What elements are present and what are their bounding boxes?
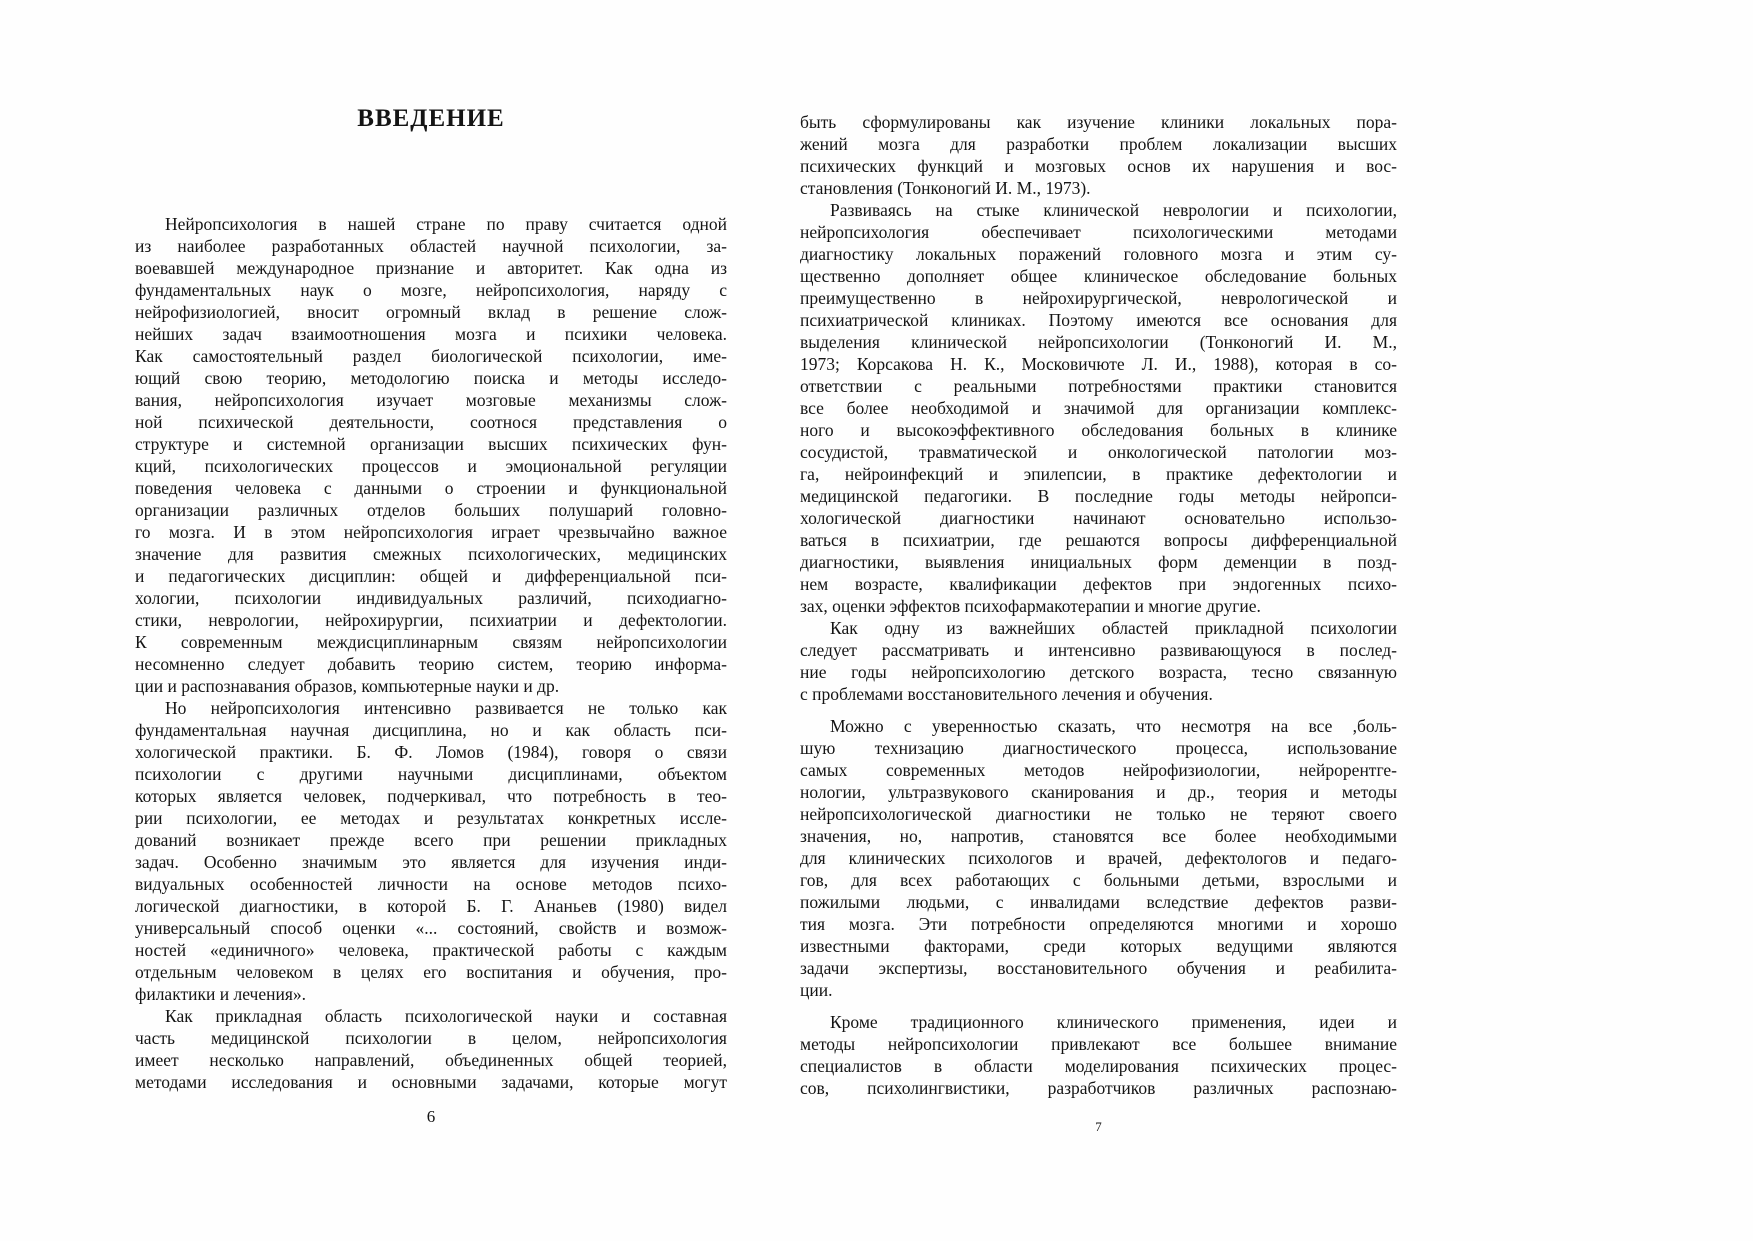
text-line: ответствии с реальными потребностями практики становится	[800, 376, 1397, 396]
page-number-right: 7	[1095, 1119, 1102, 1134]
text-line: дований возникает прежде всего при решении прикладных	[135, 830, 727, 850]
text-line: с проблемами восстановительного лечения и обучения.	[800, 684, 1213, 704]
text-line: стики, неврологии, нейрохирургии, психиатрии и дефектологии.	[135, 610, 727, 630]
text-line: кций, психологических процессов и эмоциональной регуляции	[135, 456, 727, 476]
text-line: фундаментальная научная дисциплина, но и как область пси-	[135, 720, 727, 740]
text-line: пожилыми людьми, с инвалидами вследствие дефектов разви-	[800, 892, 1397, 912]
text-line: следует рассматривать и интенсивно развивающуюся в послед-	[800, 640, 1397, 660]
text-line: хологической диагностики начинают основательно использо-	[800, 508, 1397, 528]
text-line: диагностики, выявления инициальных форм деменции в позд-	[800, 552, 1397, 572]
text-line: нейрофизиологией, вносит огромный вклад в решение слож-	[135, 302, 727, 322]
text-line: и педагогических дисциплин: общей и дифференциальной пси-	[135, 566, 727, 586]
paragraph	[135, 213, 727, 697]
text-line: которых является человек, подчеркивал, что потребность в тео-	[135, 786, 727, 806]
text-line: универсальный способ оценки «... состояний, свойств и возмож-	[135, 918, 727, 938]
text-line: имеет несколько направлений, объединенных общей теорией,	[135, 1050, 727, 1070]
text-line: ного и высокоэффективного обследования больных в клинике	[800, 420, 1397, 440]
text-line: ющий свою теорию, методологию поиска и методы исследо-	[135, 368, 727, 388]
text-line: ние годы нейропсихологию детского возраста, тесно связанную	[800, 662, 1397, 682]
text-line: методами исследования и основными задачами, которые могут	[135, 1072, 727, 1092]
text-line: го мозга. И в этом нейропсихология играет чрезвычайно важное	[135, 522, 727, 542]
text-line: нейропсихология обеспечивает психологическими методами	[800, 222, 1397, 242]
text-line: Как самостоятельный раздел биологической психологии, име-	[135, 346, 727, 366]
text-line: К современным междисциплинарным связям нейропсихологии	[135, 632, 727, 652]
text-line: ной психической деятельности, соотнося представления о	[135, 412, 727, 432]
text-line: щественно дополняет общее клиническое обследование больных	[800, 266, 1397, 286]
text-line: Развиваясь на стыке клинической неврологии и психологии,	[830, 200, 1397, 220]
right-text-block	[800, 111, 1397, 1099]
text-line: сосудистой, травматической и онкологической патологии моз-	[800, 442, 1397, 462]
text-line: ции и распознавания образов, компьютерные науки и др.	[135, 676, 560, 696]
text-line: жений мозга для разработки проблем локализации высших	[800, 134, 1397, 154]
text-line: ции.	[800, 980, 833, 1000]
paragraph	[800, 617, 1397, 705]
text-line: Можно с уверенностью сказать, что несмотря на все ,боль-	[830, 716, 1397, 736]
text-line: отдельным человеком в целях его воспитания и обучения, про-	[135, 962, 727, 982]
text-line: видуальных особенностей личности на основе методов психо-	[135, 874, 727, 894]
text-line: становления (Тонконогий И. М., 1973).	[800, 178, 1091, 198]
text-line: тия мозга. Эти потребности определяются многими и хорошо	[800, 914, 1397, 934]
paragraph	[800, 111, 1397, 199]
paragraph	[800, 199, 1397, 617]
text-line: психических функций и мозговых основ их нарушения и вос-	[800, 156, 1397, 176]
text-line: медицинской педагогики. В последние годы методы нейропси-	[800, 486, 1397, 506]
paragraph	[135, 697, 727, 1005]
text-line: структуре и системной организации высших психических фун-	[135, 434, 727, 454]
text-line: га, нейроинфекций и эпилепсии, в практике дефектологии и	[800, 464, 1397, 484]
text-line: нем возрасте, квалификации дефектов при эндогенных психо-	[800, 574, 1397, 594]
text-line: 1973; Корсакова Н. К., Московичюте Л. И., 1988), которая в со-	[800, 354, 1397, 374]
text-line: преимущественно в нейрохирургической, неврологической и	[800, 288, 1397, 308]
text-line: Кроме традиционного клинического применения, идеи и	[830, 1012, 1397, 1032]
text-line: Как одну из важнейших областей прикладной психологии	[830, 618, 1397, 638]
text-line: значения, но, напротив, становятся все более необходимыми	[800, 826, 1397, 846]
text-line: из наиболее разработанных областей научной психологии, за-	[135, 236, 727, 256]
text-line: Как прикладная область психологической науки и составная	[165, 1006, 727, 1026]
text-line: ваться в психиатрии, где решаются вопросы дифференциальной	[800, 530, 1397, 550]
text-line: нологии, ультразвукового сканирования и др., теория и методы	[800, 782, 1397, 802]
left-page	[135, 106, 727, 1127]
text-line: фундаментальных наук о мозге, нейропсихология, наряду с	[135, 280, 727, 300]
text-line: нейропсихологической диагностики не только не теряют своего	[800, 804, 1397, 824]
text-line: хологии, психологии индивидуальных различий, психодиагно-	[135, 588, 727, 608]
text-line: поведения человека с данными о строении и функциональной	[135, 478, 727, 498]
page-number-left: 6	[426, 1107, 436, 1126]
text-line: специалистов в области моделирования психических процес-	[800, 1056, 1397, 1076]
text-line: быть сформулированы как изучение клиники локальных пора-	[800, 112, 1397, 132]
text-line: диагностику локальных поражений головного мозга и этим су-	[800, 244, 1397, 264]
text-line: нейших задач взаимоотношения мозга и психики человека.	[135, 324, 727, 344]
text-line: филактики и лечения».	[135, 984, 307, 1004]
left-text-block	[135, 213, 727, 1093]
text-line: задачи экспертизы, восстановительного обучения и реабилита-	[800, 958, 1397, 978]
text-line: вания, нейропсихология изучает мозговые механизмы слож-	[135, 390, 727, 410]
paragraph	[800, 715, 1397, 1001]
text-line: зах, оценки эффектов психофармакотерапии и многие другие.	[800, 596, 1261, 616]
text-line: шую технизацию диагностического процесса, использование	[800, 738, 1397, 758]
text-line: самых современных методов нейрофизиологии, нейрорентге-	[800, 760, 1397, 780]
text-line: Но нейропсихология интенсивно развивается не только как	[165, 698, 727, 718]
text-line: хологической практики. Б. Ф. Ломов (1984), говоря о связи	[135, 742, 727, 762]
chapter-title: ВВЕДЕНИЕ	[357, 105, 505, 132]
text-line: психиатрической клиниках. Поэтому имеются все основания для	[800, 310, 1397, 330]
text-line: все более необходимой и значимой для организации комплекс-	[800, 398, 1397, 418]
text-line: значение для развития смежных психологических, медицинских	[135, 544, 727, 564]
text-line: известными факторами, среди которых ведущими являются	[800, 936, 1397, 956]
text-line: логической диагностики, в которой Б. Г. Ананьев (1980) видел	[135, 896, 727, 916]
text-line: задач. Особенно значимым это является для изучения инди-	[135, 852, 727, 872]
text-line: гов, для всех работающих с больными детьми, взрослыми и	[800, 870, 1397, 890]
text-line: организации различных отделов больших полушарий головно-	[135, 500, 727, 520]
text-line: методы нейропсихологии привлекают все большее внимание	[800, 1034, 1397, 1054]
text-line: психологии с другими научными дисциплинами, объектом	[135, 764, 727, 784]
text-line: сов, психолингвистики, разработчиков различных распознаю-	[800, 1078, 1397, 1098]
paragraph	[135, 1005, 727, 1093]
text-line: для клинических психологов и врачей, дефектологов и педаго-	[800, 848, 1397, 868]
text-line: Нейропсихология в нашей стране по праву считается одной	[165, 214, 727, 234]
text-line: рии психологии, ее методах и результатах конкретных иссле-	[135, 808, 727, 828]
text-line: несомненно следует добавить теорию систем, теорию информа-	[135, 654, 727, 674]
text-line: выделения клинической нейропсихологии (Тонконогий И. М.,	[800, 332, 1397, 352]
text-line: воевавшей международное признание и авторитет. Как одна из	[135, 258, 727, 278]
text-line: ностей «единичного» человека, практической работы с каждым	[135, 940, 727, 960]
text-line: часть медицинской психологии в целом, нейропсихология	[135, 1028, 727, 1048]
right-page	[800, 111, 1397, 1137]
paragraph	[800, 1011, 1397, 1099]
